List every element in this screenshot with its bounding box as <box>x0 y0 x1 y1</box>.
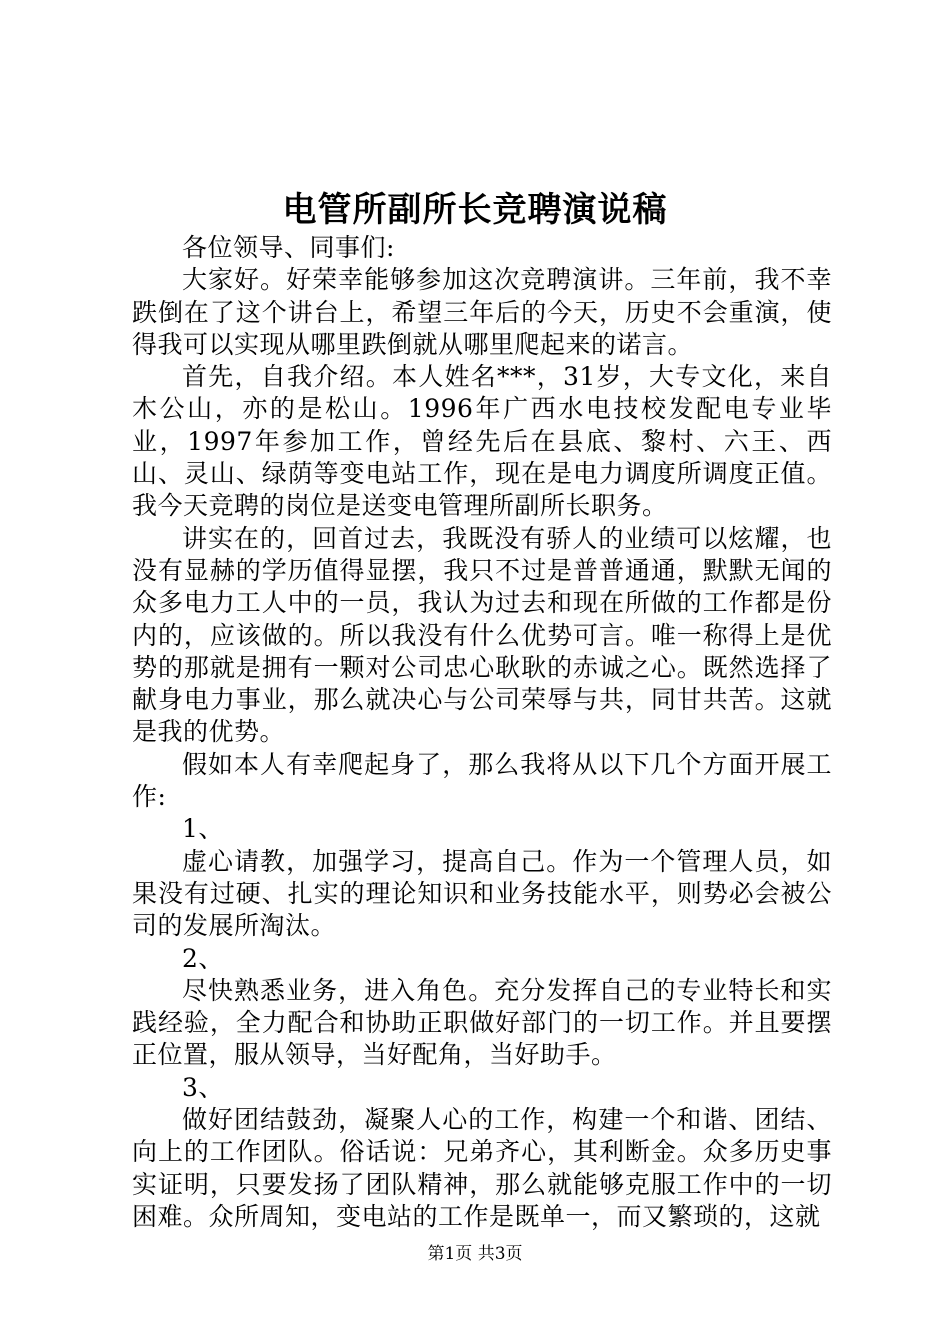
paragraph-plan-intro: 假如本人有幸爬起身了，那么我将从以下几个方面开展工作: <box>132 749 832 812</box>
paragraph-plan-2: 尽快熟悉业务，进入角色。充分发挥自己的专业特长和实践经验，全力配合和协助正职做好部门的一切工作。并且要摆正位置，服从领导，当好配角，当好助手。 <box>132 975 832 1070</box>
paragraph-greeting: 大家好。好荣幸能够参加这次竞聘演讲。三年前，我不幸跌倒在了这个讲台上，希望三年后的今天，历史不会重演，使得我可以实现从哪里跌倒就从哪里爬起来的诺言。 <box>132 265 832 359</box>
paragraph-plan-1: 虚心请教，加强学习，提高自己。作为一个管理人员，如果没有过硬、扎实的理论知识和业务技能水平，则势必会被公司的发展所淘汰。 <box>132 846 832 941</box>
list-number-3: 3、 <box>182 1072 224 1102</box>
page-number-footer: 第1页 共3页 <box>427 1244 523 1264</box>
list-number-1: 1、 <box>182 814 224 844</box>
paragraph-plan-3: 做好团结鼓劲，凝聚人心的工作，构建一个和谐、团结、向上的工作团队。俗话说：兄弟齐心，其利断金。众多历史事实证明，只要发扬了团队精神，那么就能够克服工作中的一切困难。众所周知，变电站的工作是既单一，而又繁琐的，这就 <box>132 1105 832 1231</box>
document-title: 电管所副所长竞聘演说稿 <box>282 190 668 230</box>
list-number-2: 2、 <box>182 943 224 973</box>
paragraph-strengths: 讲实在的，回首过去，我既没有骄人的业绩可以炫耀，也没有显赫的学历值得显摆，我只不过是普普通通，默默无闻的众多电力工人中的一员，我认为过去和现在所做的工作都是份内的，应该做的。所以我没有什么优势可言。唯一称得上是优势的那就是拥有一颗对公司忠心耿耿的赤诚之心。既然选择了献身电力事业，那么就决心与公司荣辱与共，同甘共苦。这就是我的优势。 <box>132 523 832 747</box>
document-body <box>132 232 832 1233</box>
paragraph-salutation: 各位领导、同事们: <box>182 233 395 262</box>
paragraph-self-introduction: 首先，自我介绍。本人姓名***，31岁，大专文化，来自木公山，亦的是松山。1996年广西水电技校发配电专业毕业，1997年参加工作，曾经先后在县底、黎村、六王、西山、灵山、绿荫等变电站工作，现在是电力调度所调度正值。我今天竞聘的岗位是送变电管理所副所长职务。 <box>132 362 832 521</box>
